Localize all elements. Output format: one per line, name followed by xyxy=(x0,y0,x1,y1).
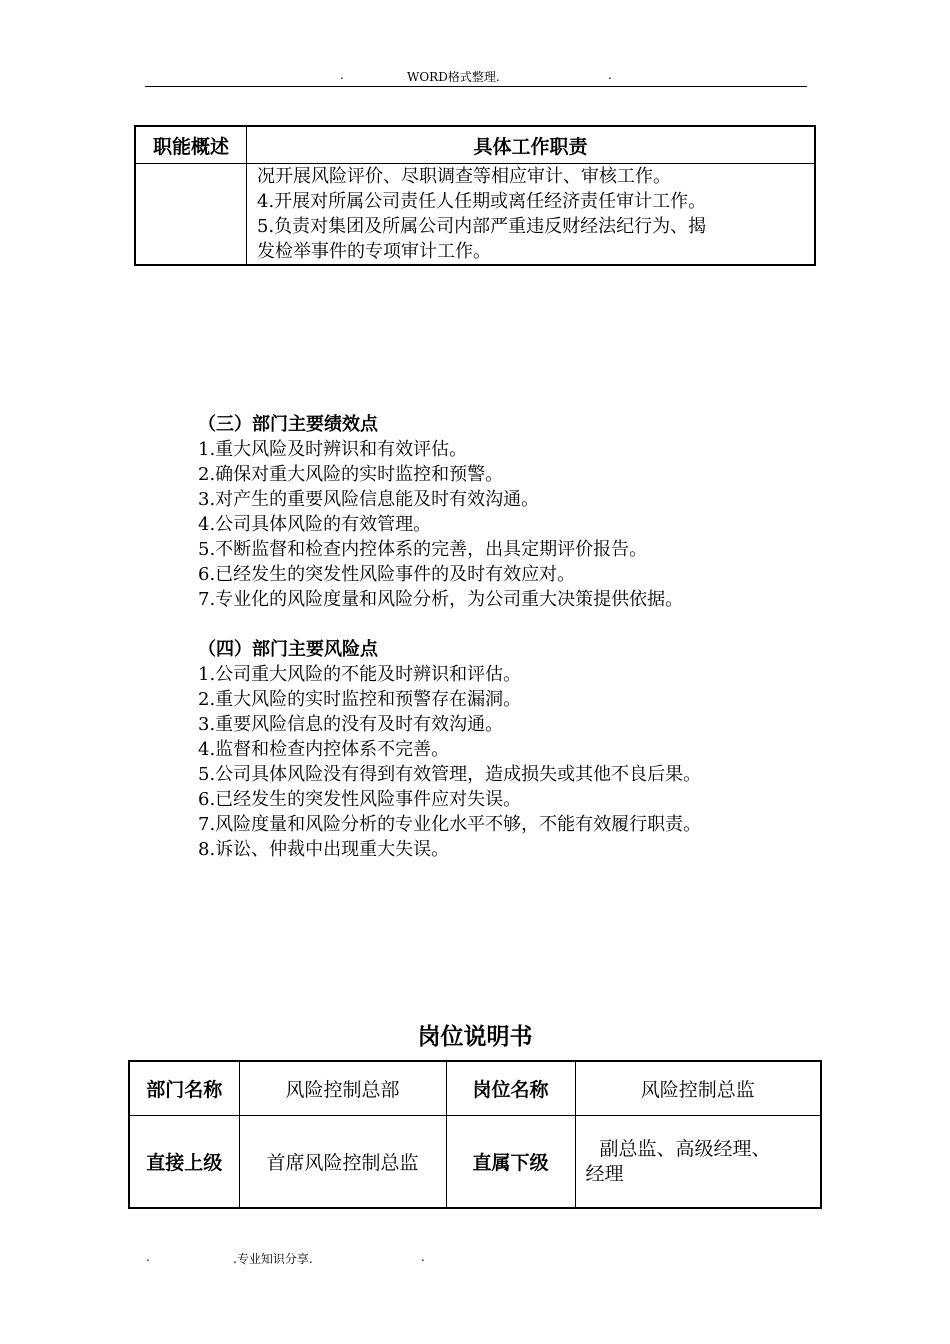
subordinate-label: 直属下级 xyxy=(446,1116,575,1209)
duty-line: 发检举事件的专项审计工作。 xyxy=(257,241,491,262)
subordinate-line: 副总监、高级经理、 xyxy=(599,1137,771,1160)
list-item: 3.对产生的重要风险信息能及时有效沟通。 xyxy=(198,489,540,510)
list-item: 2.确保对重大风险的实时监控和预警。 xyxy=(198,464,504,485)
list-item: 4.监督和检查内控体系不完善。 xyxy=(198,739,450,760)
job-info-table xyxy=(128,1060,822,1209)
duty-col1-header: 职能概述 xyxy=(135,126,247,164)
duty-table xyxy=(134,125,816,266)
job-description-title: 岗位说明书 xyxy=(417,1024,533,1050)
duty-table-header-row xyxy=(135,126,815,164)
subordinate-value xyxy=(575,1116,821,1209)
list-item: 7.专业化的风险度量和风险分析，为公司重大决策提供依据。 xyxy=(198,589,684,610)
duty-col2-cell xyxy=(247,164,816,266)
list-item: 1.公司重大风险的不能及时辨识和评估。 xyxy=(198,664,522,685)
list-item: 8.诉讼、仲裁中出现重大失误。 xyxy=(198,839,450,860)
list-item: 7.风险度量和风险分析的专业化水平不够，不能有效履行职责。 xyxy=(198,814,702,835)
job-info-row xyxy=(129,1116,821,1209)
job-info-row xyxy=(129,1061,821,1116)
dept-value: 风险控制总部 xyxy=(239,1061,446,1116)
post-label: 岗位名称 xyxy=(446,1061,575,1116)
list-item: 6.已经发生的突发性风险事件的及时有效应对。 xyxy=(198,564,576,585)
list-item: 2.重大风险的实时监控和预警存在漏洞。 xyxy=(198,689,522,710)
duty-line: 4.开展对所属公司责任人任期或离任经济责任审计工作。 xyxy=(257,191,707,212)
header-title: WORD格式整理. xyxy=(407,70,500,84)
superior-value: 首席风险控制总监 xyxy=(239,1116,446,1209)
footer-text: .专业知识分享. xyxy=(233,1252,313,1266)
performance-section xyxy=(198,412,683,612)
superior-label: 直接上级 xyxy=(129,1116,239,1209)
footer-dot-right: . xyxy=(421,1250,425,1264)
duty-table-row xyxy=(135,164,815,266)
list-item: 3.重要风险信息的没有及时有效沟通。 xyxy=(198,714,504,735)
subordinate-line: 经理 xyxy=(585,1162,624,1185)
list-item: 1.重大风险及时辨识和有效评估。 xyxy=(198,439,468,460)
list-item: 5.公司具体风险没有得到有效管理，造成损失或其他不良后果。 xyxy=(198,764,702,785)
list-item: 6.已经发生的突发性风险事件应对失误。 xyxy=(198,789,522,810)
performance-heading: （三）部门主要绩效点 xyxy=(198,414,378,435)
footer-dot-left: . xyxy=(146,1250,150,1264)
duty-col1-cell xyxy=(135,164,247,266)
duty-col2-header: 具体工作职责 xyxy=(247,126,816,164)
risk-section xyxy=(198,637,701,862)
duty-line: 5.负责对集团及所属公司内部严重违反财经法纪行为、揭 xyxy=(257,216,707,237)
list-item: 5.不断监督和检查内控体系的完善，出具定期评价报告。 xyxy=(198,539,648,560)
header-dot-left: . xyxy=(340,68,344,82)
risk-heading: （四）部门主要风险点 xyxy=(198,639,378,660)
header-dot-right: . xyxy=(608,68,612,82)
list-item: 4.公司具体风险的有效管理。 xyxy=(198,514,432,535)
page-header xyxy=(145,66,807,87)
dept-label: 部门名称 xyxy=(129,1061,239,1116)
duty-line: 况开展风险评价、尽职调查等相应审计、审核工作。 xyxy=(257,166,671,187)
post-value: 风险控制总监 xyxy=(575,1061,821,1116)
